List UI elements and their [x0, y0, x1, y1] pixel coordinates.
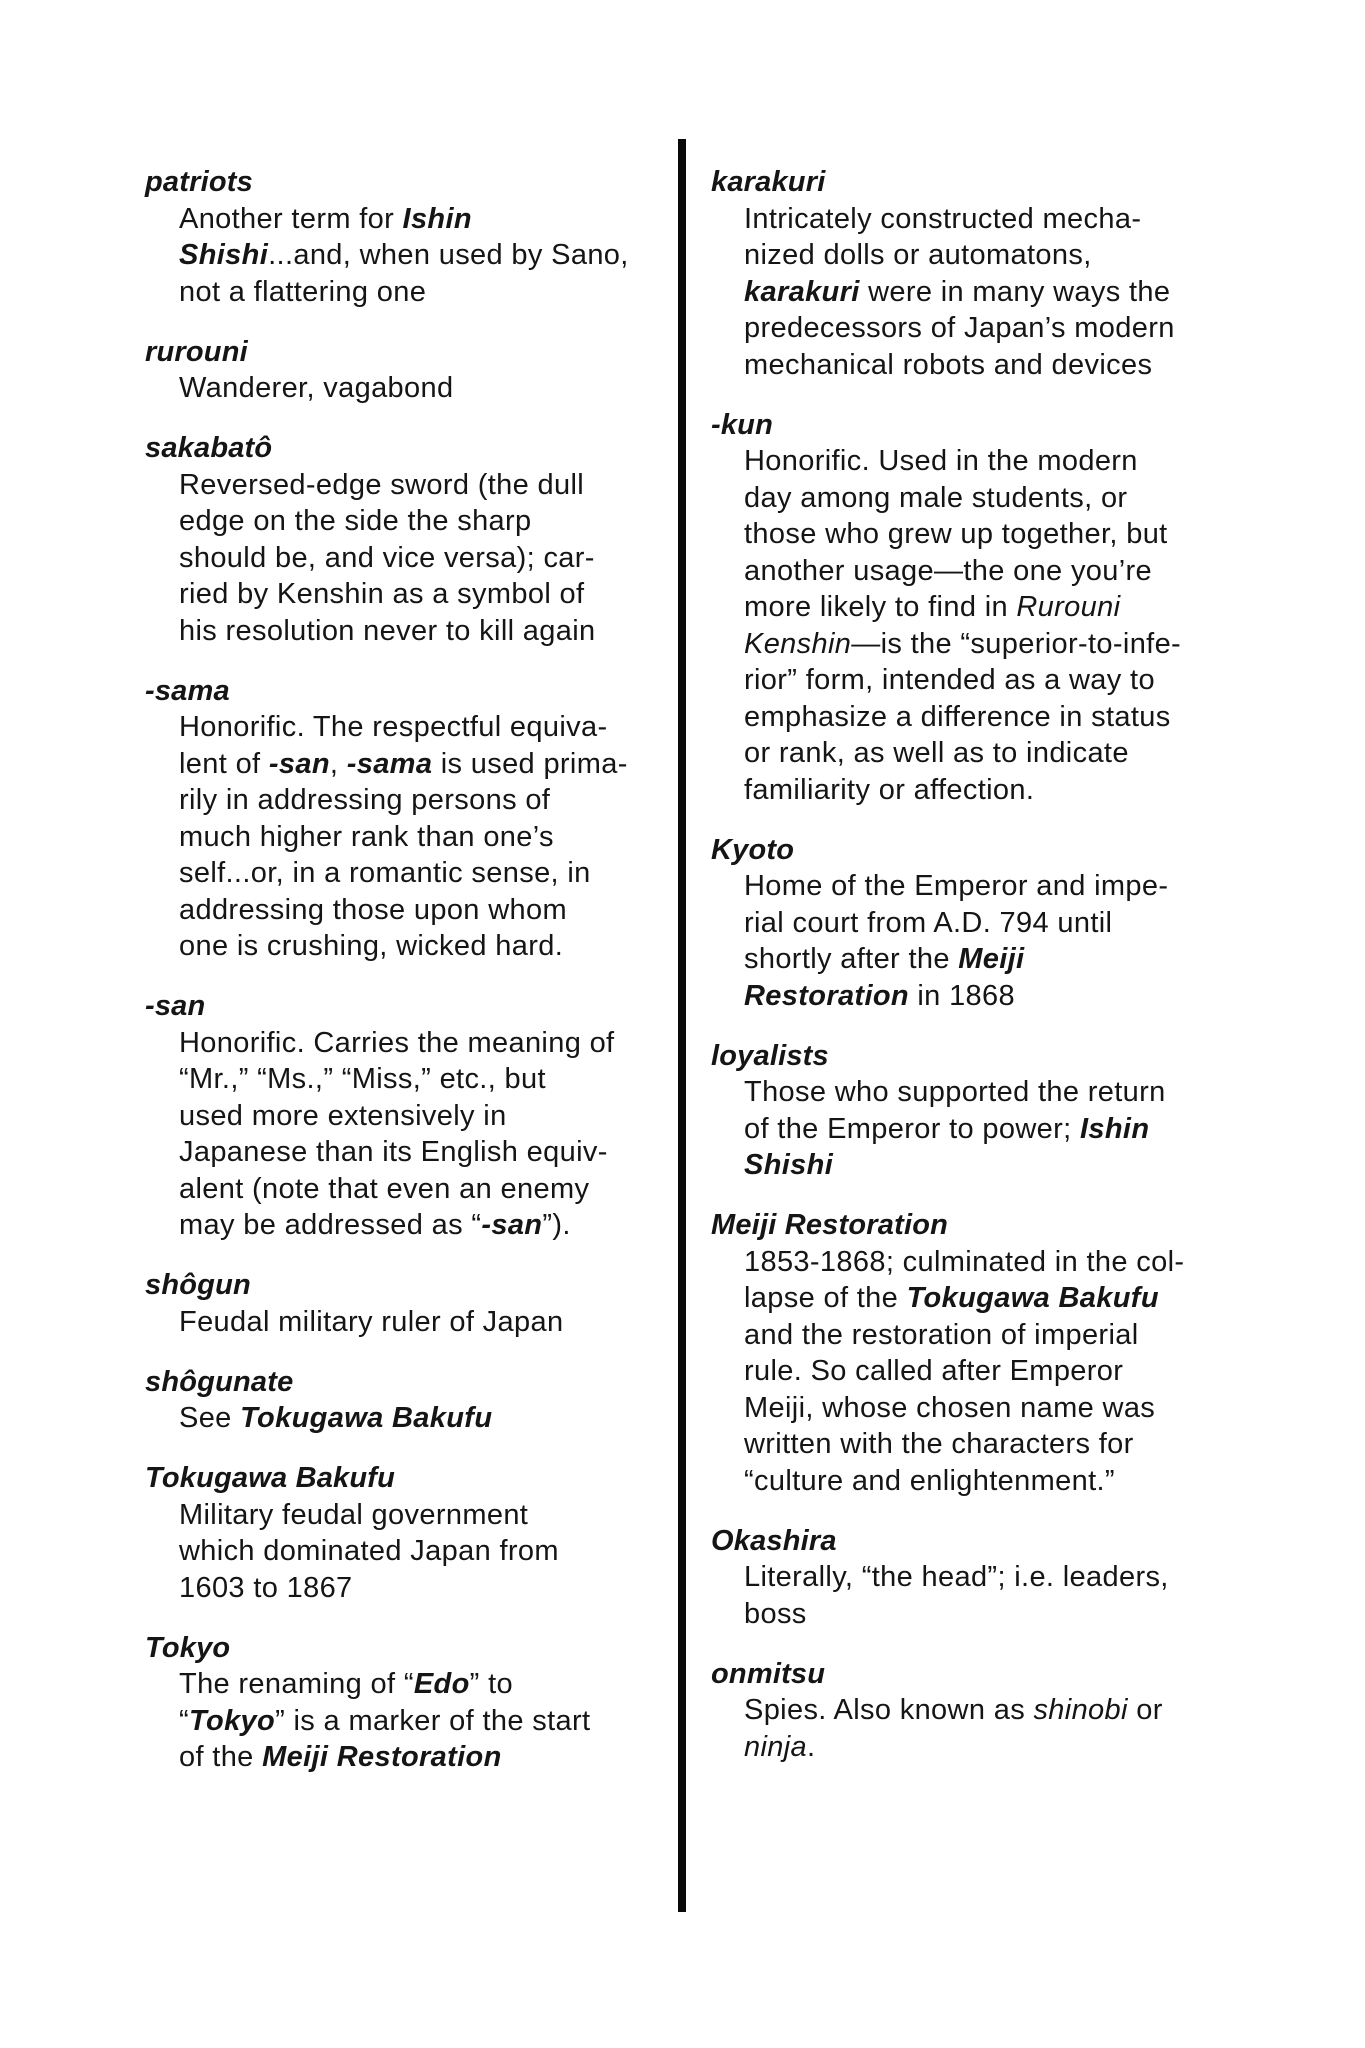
definition-text: his resolution never to kill again: [179, 614, 596, 647]
definition-text: one is crushing, wicked hard.: [179, 930, 564, 962]
definition-text: used more extensively in: [179, 1099, 507, 1132]
definition-text: ”).: [542, 1209, 571, 1241]
definition-line: [179, 1061, 665, 1098]
definition-text: much higher rank than one’s: [179, 820, 554, 853]
definition-text: 1853-1868; culminated in the col-: [744, 1245, 1185, 1278]
glossary-term: patriots: [145, 166, 253, 198]
definition-text: “culture and enlightenment.”: [744, 1464, 1115, 1497]
definition-line: [744, 1244, 1251, 1281]
emphasized-text: Ishin: [402, 202, 472, 235]
definition-line: [744, 516, 1251, 553]
definition-text: more likely to find in: [744, 591, 1017, 623]
glossary-entry: [711, 407, 1251, 809]
definition-text: See: [179, 1402, 241, 1434]
glossary-entry: [711, 1038, 1251, 1184]
glossary-term: Meiji Restoration: [711, 1209, 949, 1241]
definition-line: [744, 1596, 1251, 1633]
glossary-entry: [711, 832, 1251, 1015]
definition-text: predecessors of Japan’s modern: [744, 312, 1175, 344]
definition-text: written with the characters for: [744, 1428, 1134, 1460]
definition-text: day among male students, or: [744, 481, 1128, 514]
definition-line: [179, 540, 665, 577]
definition-text: nized dolls or automatons,: [744, 239, 1092, 271]
glossary-term: onmitsu: [711, 1657, 826, 1690]
glossary-entry: [711, 1656, 1251, 1766]
definition-text: self...or, in a romantic sense, in: [179, 857, 591, 889]
emphasized-text: -sama: [346, 747, 433, 780]
glossary-entry: [145, 430, 665, 649]
definition-line: [744, 626, 1251, 663]
definition-line: [744, 1074, 1251, 1111]
glossary-term: shôgun: [145, 1269, 251, 1301]
definition-line: [179, 370, 665, 407]
definition-line: [179, 1098, 665, 1135]
definition-text: rule. So called after Emperor: [744, 1355, 1124, 1387]
glossary-entry: [711, 1523, 1251, 1633]
definition-line: [744, 772, 1251, 809]
emphasized-text: Shishi: [744, 1149, 834, 1181]
emphasized-text: -san: [481, 1209, 543, 1241]
definition-text: Honorific. Used in the modern: [744, 445, 1138, 477]
emphasized-text: Restoration: [744, 979, 909, 1012]
definition-line: [744, 553, 1251, 590]
definition-line: [744, 1280, 1251, 1317]
definition-text: lent of: [179, 747, 269, 780]
definition-text: Wanderer, vagabond: [179, 372, 454, 404]
definition-line: [744, 1390, 1251, 1427]
definition-line: [744, 1692, 1251, 1729]
glossary-term: shôgunate: [145, 1365, 294, 1398]
definition-text: alent (note that even an enemy: [179, 1172, 590, 1205]
definition-text: may be addressed as “: [179, 1209, 482, 1241]
definition-line: [179, 1497, 665, 1534]
glossary-definition: [711, 868, 1251, 1014]
emphasized-text: Kenshin: [744, 627, 852, 660]
definition-text: is used prima-: [432, 747, 628, 780]
definition-text: The renaming of “: [179, 1668, 414, 1700]
definition-line: [179, 1171, 665, 1208]
definition-text: in 1868: [908, 979, 1015, 1012]
definition-text: addressing those upon whom: [179, 893, 567, 926]
definition-line: [179, 1533, 665, 1570]
definition-text: of the Emperor to power;: [744, 1112, 1080, 1145]
emphasized-text: Rurouni: [1016, 591, 1121, 623]
definition-line: [179, 855, 665, 892]
emphasized-text: ninja: [744, 1730, 808, 1763]
definition-line: [179, 1207, 665, 1244]
definition-line: [744, 310, 1251, 347]
definition-text: Japanese than its English equiv-: [179, 1136, 608, 1168]
glossary-entry: [145, 673, 665, 965]
definition-line: [744, 1353, 1251, 1390]
definition-text: Another term for: [179, 202, 403, 235]
emphasized-text: Tokugawa Bakufu: [240, 1402, 493, 1434]
definition-text: emphasize a difference in status: [744, 700, 1171, 733]
definition-line: [744, 1147, 1251, 1184]
glossary-term: Kyoto: [711, 833, 795, 866]
definition-line: [744, 1111, 1251, 1148]
definition-text: 1603 to 1867: [179, 1571, 353, 1604]
definition-line: [744, 1559, 1251, 1596]
glossary-entry: [145, 1267, 665, 1340]
glossary-entry: [145, 1630, 665, 1776]
glossary-term: Tokugawa Bakufu: [145, 1462, 396, 1494]
definition-text: and the restoration of imperial: [744, 1318, 1139, 1351]
definition-text: Home of the Emperor and impe-: [744, 870, 1169, 902]
glossary-definition: [711, 1244, 1251, 1500]
glossary-entry: [145, 988, 665, 1244]
definition-text: Military feudal government: [179, 1498, 529, 1531]
definition-text: Spies. Also known as: [744, 1694, 1034, 1726]
definition-line: [179, 1304, 665, 1341]
glossary-term: Okashira: [711, 1524, 837, 1557]
emphasized-text: -san: [268, 747, 330, 780]
definition-text: boss: [744, 1597, 807, 1630]
definition-line: [744, 1463, 1251, 1500]
glossary-term: Tokyo: [145, 1631, 231, 1664]
glossary-definition: [145, 709, 665, 965]
glossary-term: -sama: [145, 674, 230, 707]
glossary-term: karakuri: [711, 166, 826, 198]
definition-text: were in many ways the: [859, 275, 1171, 308]
emphasized-text: Ishin: [1079, 1112, 1150, 1145]
definition-line: [744, 589, 1251, 626]
glossary-definition: [145, 467, 665, 650]
definition-line: [179, 613, 665, 650]
emphasized-text: Tokyo: [189, 1704, 276, 1737]
emphasized-text: Meiji: [958, 943, 1025, 975]
definition-line: [179, 274, 665, 311]
definition-text: familiarity or affection.: [744, 773, 1035, 806]
glossary-term: -kun: [711, 408, 774, 441]
glossary-definition: [145, 1025, 665, 1244]
definition-line: [179, 1570, 665, 1607]
definition-text: rior” form, intended as a way to: [744, 664, 1155, 696]
glossary-definition: [145, 1666, 665, 1776]
definition-line: [744, 1426, 1251, 1463]
definition-line: [744, 274, 1251, 311]
definition-text: another usage—the one you’re: [744, 554, 1153, 587]
definition-text: Meiji, whose chosen name was: [744, 1391, 1156, 1424]
emphasized-text: Shishi: [179, 239, 269, 271]
definition-text: Literally, “the head”; i.e. leaders,: [744, 1561, 1169, 1593]
glossary-definition: [145, 1304, 665, 1341]
definition-text: should be, and vice versa); car-: [179, 541, 595, 574]
definition-text: ...and, when used by Sano,: [268, 239, 629, 271]
definition-line: [179, 576, 665, 613]
definition-line: [179, 1025, 665, 1062]
glossary-definition: [711, 1559, 1251, 1632]
definition-line: [179, 467, 665, 504]
definition-line: [744, 201, 1251, 238]
definition-line: [179, 503, 665, 540]
definition-text: Intricately constructed mecha-: [744, 202, 1142, 235]
definition-text: lapse of the: [744, 1282, 907, 1314]
definition-line: [179, 746, 665, 783]
definition-text: shortly after the: [744, 943, 959, 975]
glossary-entry: [711, 164, 1251, 383]
glossary-definition: [145, 1400, 665, 1437]
definition-line: [179, 1739, 665, 1776]
definition-text: mechanical robots and devices: [744, 348, 1153, 381]
emphasized-text: shinobi: [1033, 1694, 1128, 1726]
definition-text: “Mr.,” “Ms.,” “Miss,” etc., but: [179, 1063, 546, 1095]
definition-line: [744, 868, 1251, 905]
definition-text: ” is a marker of the start: [275, 1704, 591, 1737]
glossary-entry: [145, 334, 665, 407]
definition-text: Feudal military ruler of Japan: [179, 1305, 564, 1338]
glossary-term: loyalists: [711, 1039, 829, 1072]
glossary-left-column: [145, 164, 665, 1799]
glossary-entry: [145, 1460, 665, 1606]
definition-line: [179, 709, 665, 746]
glossary-right-column: [711, 164, 1251, 1789]
definition-line: [179, 237, 665, 274]
glossary-entry: [145, 164, 665, 310]
emphasized-text: Tokugawa Bakufu: [906, 1282, 1159, 1314]
glossary-definition: [711, 1692, 1251, 1765]
definition-text: —is the “superior-to-infe-: [851, 627, 1182, 660]
definition-line: [179, 819, 665, 856]
definition-text: edge on the side the sharp: [179, 505, 532, 537]
glossary-entry: [145, 1364, 665, 1437]
definition-text: Reversed-edge sword (the dull: [179, 468, 585, 501]
emphasized-text: Edo: [413, 1668, 470, 1700]
definition-text: rily in addressing persons of: [179, 784, 551, 816]
definition-line: [179, 1400, 665, 1437]
definition-line: [744, 443, 1251, 480]
definition-line: [744, 905, 1251, 942]
definition-line: [744, 1317, 1251, 1354]
definition-line: [744, 347, 1251, 384]
emphasized-text: Meiji Restoration: [262, 1741, 502, 1773]
glossary-definition: [145, 201, 665, 311]
definition-line: [179, 1134, 665, 1171]
definition-text: Honorific. The respectful equiva-: [179, 711, 608, 743]
definition-line: [744, 237, 1251, 274]
definition-text: .: [807, 1730, 816, 1763]
glossary-definition: [711, 201, 1251, 384]
definition-text: “: [179, 1704, 190, 1737]
glossary-term: -san: [145, 990, 206, 1022]
definition-text: rial court from A.D. 794 until: [744, 906, 1113, 939]
definition-line: [179, 201, 665, 238]
definition-text: which dominated Japan from: [179, 1535, 559, 1567]
column-divider: [678, 139, 686, 1912]
definition-text: Honorific. Carries the meaning of: [179, 1026, 615, 1059]
definition-line: [744, 480, 1251, 517]
definition-text: ,: [329, 747, 347, 780]
glossary-definition: [145, 1497, 665, 1607]
definition-line: [744, 662, 1251, 699]
glossary-entry: [711, 1207, 1251, 1499]
definition-line: [179, 782, 665, 819]
emphasized-text: karakuri: [744, 275, 860, 308]
definition-line: [179, 1703, 665, 1740]
definition-text: or rank, as well as to indicate: [744, 737, 1129, 769]
glossary-definition: [711, 1074, 1251, 1184]
definition-text: Those who supported the return: [744, 1076, 1166, 1108]
definition-line: [744, 941, 1251, 978]
glossary-definition: [711, 443, 1251, 808]
definition-line: [744, 699, 1251, 736]
definition-text: not a flattering one: [179, 275, 427, 308]
definition-line: [179, 928, 665, 965]
glossary-term: rurouni: [145, 335, 248, 368]
glossary-term: sakabatô: [145, 432, 273, 464]
definition-text: ” to: [469, 1668, 513, 1700]
definition-text: ried by Kenshin as a symbol of: [179, 578, 585, 610]
definition-line: [744, 978, 1251, 1015]
definition-line: [744, 1729, 1251, 1766]
definition-text: of the: [179, 1741, 263, 1773]
definition-line: [179, 1666, 665, 1703]
definition-line: [744, 735, 1251, 772]
definition-line: [179, 892, 665, 929]
definition-text: those who grew up together, but: [744, 518, 1168, 550]
definition-text: or: [1127, 1694, 1163, 1726]
glossary-definition: [145, 370, 665, 407]
